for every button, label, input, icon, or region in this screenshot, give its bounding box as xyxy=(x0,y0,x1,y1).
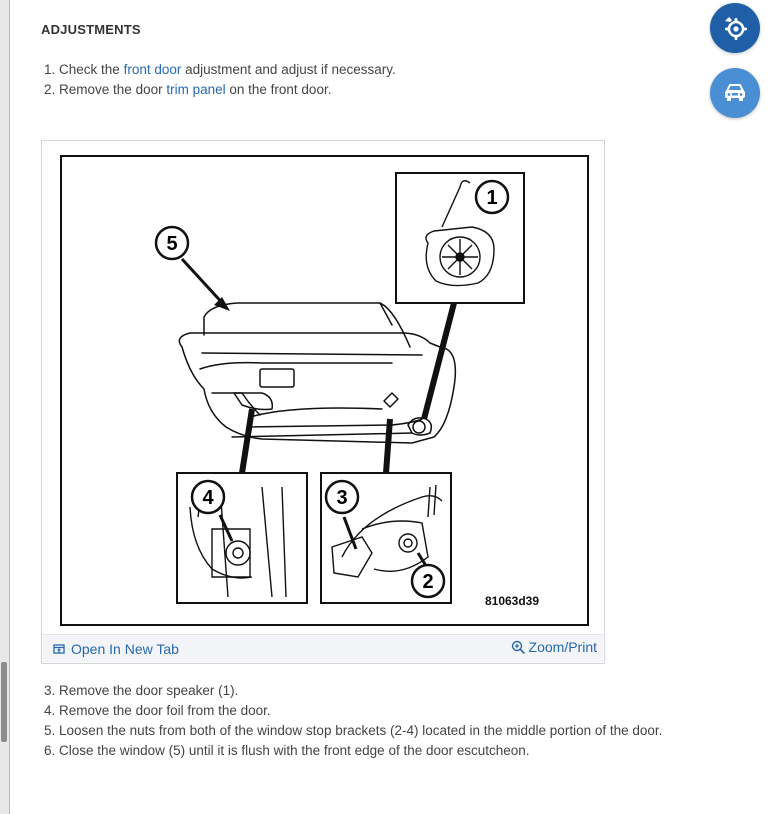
callout-5: 5 xyxy=(166,233,178,255)
step-item xyxy=(41,701,681,721)
zoom-print-link[interactable] xyxy=(511,639,597,655)
zoom-print-label: Zoom/Print xyxy=(528,639,597,655)
door-diagram xyxy=(62,157,587,624)
callout-3: 3 xyxy=(336,487,348,509)
gear-wrench-icon xyxy=(722,15,748,41)
vehicle-service-icon xyxy=(722,80,748,106)
callout-2: 2 xyxy=(422,571,434,593)
open-tab-icon xyxy=(53,643,65,655)
open-in-new-tab-link[interactable] xyxy=(53,641,179,657)
step-text: Check the xyxy=(59,62,124,77)
vehicle-service-button[interactable] xyxy=(710,68,760,118)
step-number: 4. xyxy=(44,703,56,718)
step-number: 6. xyxy=(44,743,56,758)
step-number: 2. xyxy=(44,82,56,97)
section-heading: ADJUSTMENTS xyxy=(41,22,141,37)
steps-list-bottom xyxy=(41,681,681,761)
step-text: adjustment and adjust if necessary. xyxy=(181,62,396,77)
trim-panel-link[interactable]: trim panel xyxy=(166,82,226,97)
step-item xyxy=(41,681,681,701)
step-number: 3. xyxy=(44,683,56,698)
callout-4: 4 xyxy=(202,487,214,509)
step-number: 1. xyxy=(44,62,56,77)
left-scrollbar[interactable] xyxy=(0,0,10,814)
steps-list-top xyxy=(44,60,664,100)
service-tools-button[interactable] xyxy=(710,3,760,53)
scrollbar-thumb[interactable] xyxy=(1,662,7,742)
window-glass xyxy=(204,303,410,347)
step-text: Remove the door speaker (1). xyxy=(59,683,239,698)
step-item xyxy=(44,80,664,100)
step-text: Remove the door foil from the door. xyxy=(59,703,271,718)
step-item xyxy=(41,721,681,741)
zoom-icon xyxy=(511,640,526,655)
callout-1: 1 xyxy=(486,187,498,209)
figure-id: 81063d39 xyxy=(484,594,540,608)
figure-card xyxy=(41,140,605,664)
step-item xyxy=(44,60,664,80)
figure-footer xyxy=(43,634,603,662)
step-text: Loosen the nuts from both of the window stop brackets (2-4) located in the middle portion of the door. xyxy=(59,723,663,738)
step-text: Remove the door xyxy=(59,82,167,97)
door-illustration xyxy=(60,155,589,626)
open-tab-label: Open In New Tab xyxy=(71,641,179,657)
step-text: Close the window (5) until it is flush with the front edge of the door escutcheon. xyxy=(59,743,530,758)
front-door-link[interactable]: front door xyxy=(123,62,182,77)
step-number: 5. xyxy=(44,723,56,738)
step-text: on the front door. xyxy=(225,82,332,97)
step-item xyxy=(41,741,681,761)
